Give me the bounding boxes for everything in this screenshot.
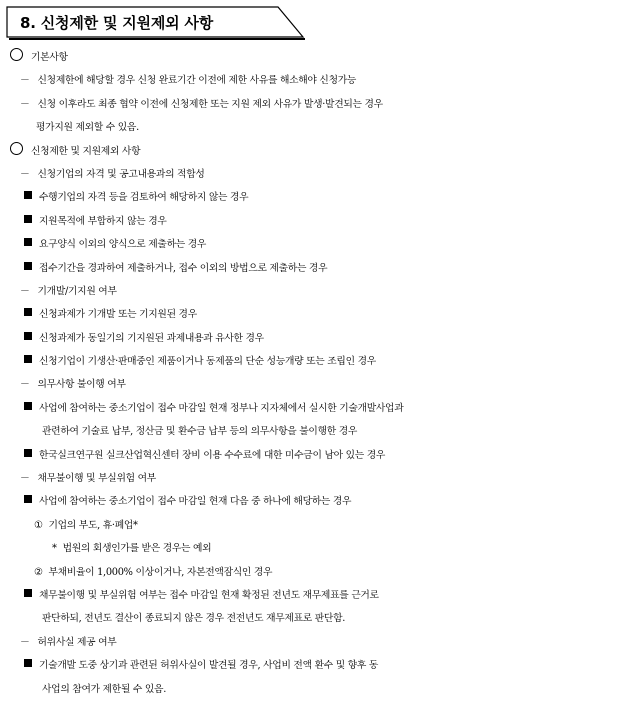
text-line (0, 631, 639, 654)
text-line (0, 444, 639, 467)
line-text: 신청 이후라도 최종 협약 이전에 신청제한 또는 지원 제외 사유가 발생·발견되는 경우 (37, 98, 383, 110)
line-text: 신청제한 및 지원제외 사항 (31, 145, 141, 157)
text-line (0, 514, 639, 537)
square-bullet-icon (24, 449, 32, 457)
dash-bullet: － (20, 636, 30, 648)
text-line (0, 233, 639, 256)
square-bullet-icon (24, 659, 32, 667)
text-line (0, 467, 639, 490)
text-line (0, 397, 639, 420)
text-line (0, 257, 639, 280)
text-line (0, 420, 639, 443)
line-text: 접수기간을 경과하여 제출하거나, 접수 이외의 방법으로 제출하는 경우 (39, 262, 328, 274)
text-line (0, 607, 639, 630)
text-line (0, 280, 639, 303)
text-line (0, 163, 639, 186)
text-line (0, 561, 639, 584)
line-text: 신청제한에 해당할 경우 신청 완료기간 이전에 제한 사유를 해소해야 신청가능 (37, 75, 357, 87)
dash-bullet: － (20, 379, 30, 391)
text-line (0, 303, 639, 326)
footnote-asterisk: * (52, 543, 57, 555)
line-text: 사업에 참여하는 중소기업이 접수 마감일 현재 정부나 지자체에서 실시한 기술개발사업과 (39, 402, 404, 414)
enumerator: ① (34, 519, 43, 531)
text-line (0, 584, 639, 607)
line-text: 사업의 참여가 제한될 수 있음. (42, 683, 167, 695)
square-bullet-icon (24, 402, 32, 410)
square-bullet-icon (24, 589, 32, 597)
line-text: 채무불이행 및 부실위험 여부 (37, 473, 156, 485)
line-text: 허위사실 제공 여부 (37, 636, 117, 648)
line-text: 기업의 부도, 휴·폐업* (48, 519, 138, 531)
text-line (0, 678, 639, 701)
line-text: 법원의 회생인가를 받은 경우는 예외 (62, 543, 212, 555)
square-bullet-icon (24, 332, 32, 340)
line-text: 관련하여 기술료 납부, 정산금 및 환수금 납부 등의 의무사항을 불이행한 경우 (42, 426, 358, 438)
text-line (0, 93, 639, 116)
section-title: 8. 신청제한 및 지원제외 사항 (20, 14, 214, 32)
line-text: 부채비율이 1,000% 이상이거나, 자본전액잠식인 경우 (48, 566, 273, 578)
line-text: 의무사항 불이행 여부 (37, 379, 126, 391)
line-text: 신청기업이 기생산·판매중인 제품이거나 동제품의 단순 성능개량 또는 조립인 경우 (39, 356, 376, 368)
square-bullet-icon (24, 262, 32, 270)
line-text: 기본사항 (31, 52, 68, 63)
square-bullet-icon (24, 355, 32, 363)
text-line (0, 490, 639, 513)
line-text: 요구양식 이외의 양식으로 제출하는 경우 (39, 239, 207, 251)
circle-bullet-icon (10, 142, 23, 155)
dash-bullet: － (20, 473, 30, 485)
square-bullet-icon (24, 308, 32, 316)
text-line (0, 69, 639, 92)
line-text: 기개발/기지원 여부 (37, 285, 117, 297)
circle-bullet-icon (10, 48, 23, 61)
square-bullet-icon (24, 215, 32, 223)
text-line (0, 327, 639, 350)
line-text: 신청과제가 동일기의 기지원된 과제내용과 유사한 경우 (39, 332, 264, 344)
line-text: 한국실크연구원 실크산업혁신센터 장비 이용 수수료에 대한 미수금이 남아 있는 경우 (39, 449, 386, 461)
line-text: 신청기업의 자격 및 공고내용과의 적합성 (37, 168, 205, 180)
line-text: 기술개발 도중 상기과 관련된 허위사실이 발견될 경우, 사업비 전액 환수 및 향후 동 (39, 660, 378, 672)
line-text: 신청과제가 기개발 또는 기지원된 경우 (39, 309, 197, 321)
line-text: 지원목적에 부합하지 않는 경우 (39, 215, 167, 227)
dash-bullet: － (20, 168, 30, 180)
section-title-box (6, 6, 306, 40)
square-bullet-icon (24, 191, 32, 199)
dash-bullet: － (20, 75, 30, 87)
enumerator: ② (34, 566, 43, 578)
text-line (0, 140, 639, 163)
line-text: 수행기업의 자격 등을 검토하여 해당하지 않는 경우 (39, 192, 249, 204)
line-text: 평가지원 제외할 수 있음. (36, 122, 139, 134)
text-line (0, 186, 639, 209)
dash-bullet: － (20, 285, 30, 297)
text-line (0, 46, 639, 69)
text-line (0, 116, 639, 139)
dash-bullet: － (20, 98, 30, 110)
document-body (0, 46, 639, 701)
text-line (0, 350, 639, 373)
text-line (0, 537, 639, 560)
square-bullet-icon (24, 495, 32, 503)
line-text: 사업에 참여하는 중소기업이 접수 마감일 현재 다음 중 하나에 해당하는 경우 (39, 496, 352, 508)
text-line (0, 654, 639, 677)
square-bullet-icon (24, 238, 32, 246)
text-line (0, 210, 639, 233)
text-line (0, 373, 639, 396)
line-text: 판단하되, 전년도 결산이 종료되지 않은 경우 전전년도 재무제표로 판단함. (42, 613, 346, 625)
line-text: 채무불이행 및 부실위험 여부는 접수 마감일 현재 확정된 전년도 재무제표를 근거로 (39, 589, 379, 601)
